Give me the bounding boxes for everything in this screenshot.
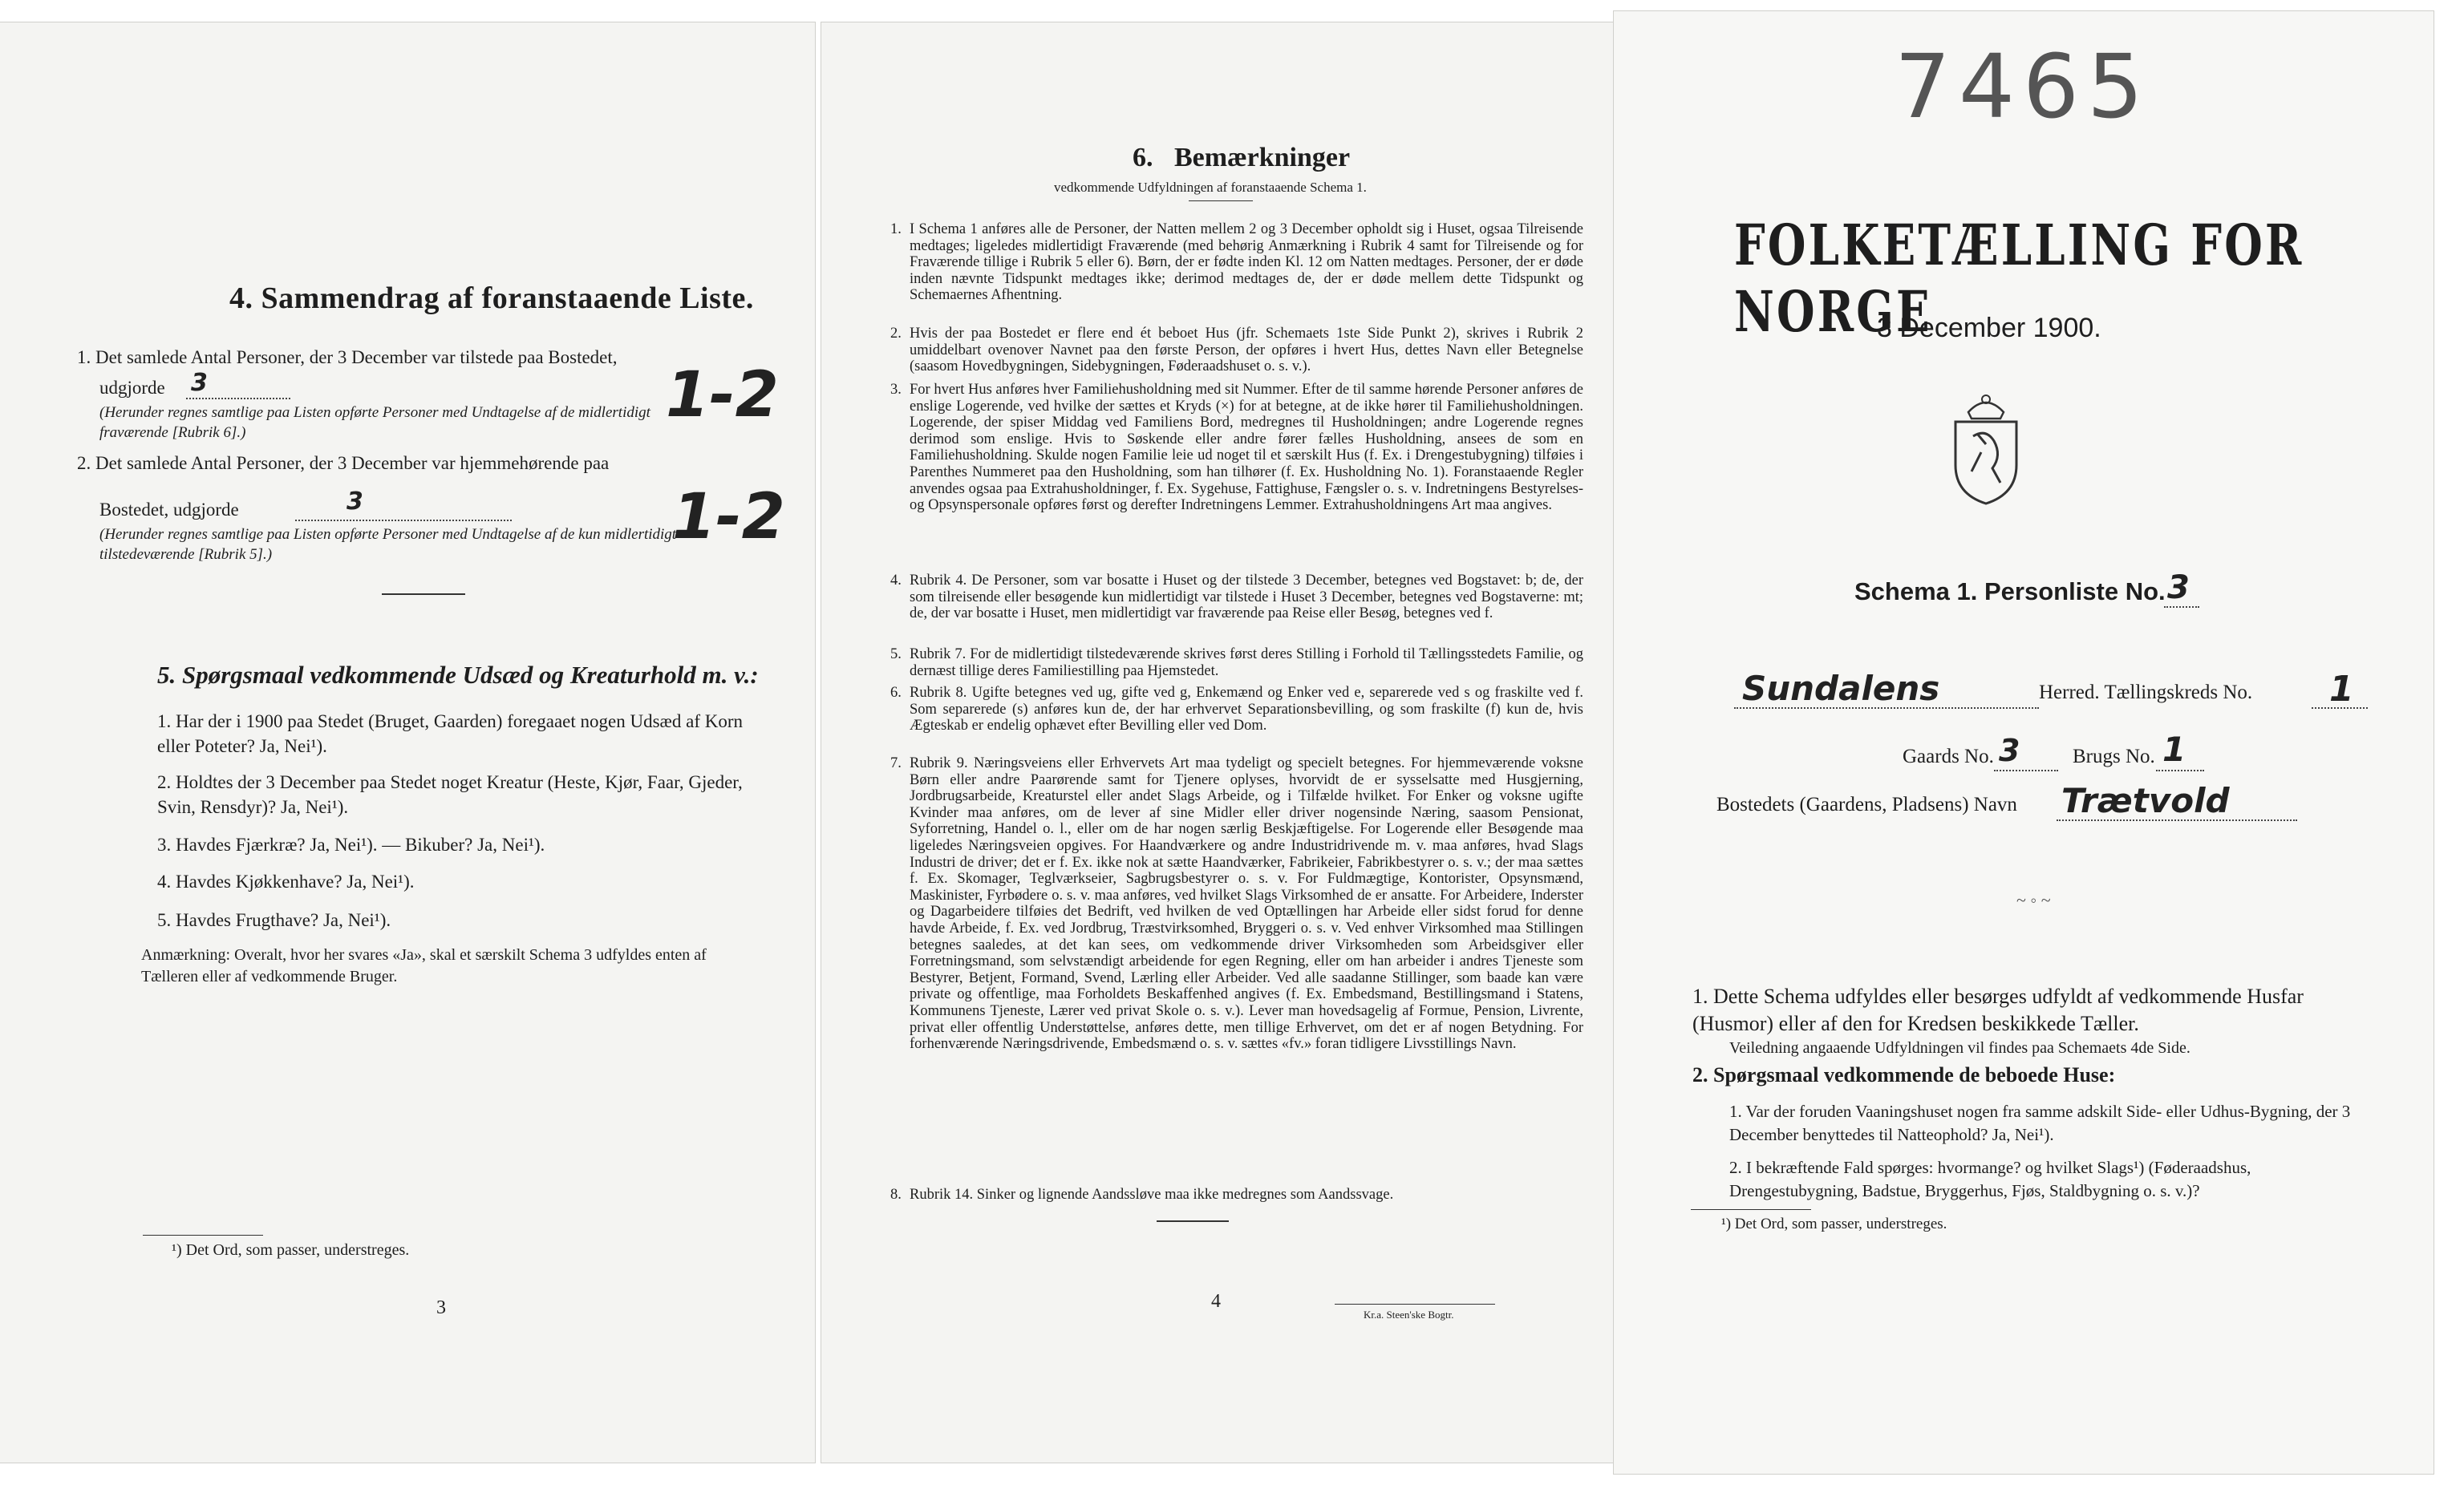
remark-number: 6. <box>890 685 902 701</box>
kreds-underline <box>2312 707 2368 709</box>
census-date: 3 December 1900. <box>1877 313 2101 343</box>
remark-number: 4. <box>890 573 902 589</box>
census-title: FOLKETÆLLING FOR NORGE <box>1734 212 2304 345</box>
page-number: 4 <box>1211 1291 1221 1312</box>
q1-label: udgjorde <box>99 378 165 398</box>
remarks-subheading: vedkommende Udfyldningen af foranstaaende Schema 1. <box>1054 180 1367 195</box>
instruction-2-q1: 1. Var der foruden Vaaningshuset nogen fra samme adskilt Side- eller Udhus-Bygning, der 3 December benyttedes til Natteophold? Ja, Nei¹). <box>1729 1102 2351 1144</box>
q2-line1: 2. Det samlede Antal Personer, der 3 December var hjemmehørende paa <box>77 453 610 473</box>
remark-text: Rubrik 9. Næringsveiens eller Erhvervets Art maa tydeligt og specielt betegnes. For hjemmeværende voksne Børn eller andre Paarørende samt for Tjenere oplyses, hvorvidt de er sysselsatte med Husgjerning, Jordbrugsarbeide, Kreaturstel eller andet Slags Arbeide, og i Tilfælde hvilket. For Enker og voksne ugifte Kvinder maa anføres, om de lever af sine Midler eller driver nogensinde Næring, saasom Pensionat, Syforretning, Handel o. l., eller om de har nogen særlig Beskjæftigelse. For Logerende eller Besøgende maa ligeledes Næringsveien opgives. For Haandværkere og andre Industridrivende m. v. maa anføres, hvad Slags Industri de driver; det er f. Ex. ikke nok at sætte Haandværker, Fabrikeier, Fabrikbestyrer o. s. v.; der maa sættes f. Ex. Skomager, Teglværkseier, Sagbrugsbestyrer o. s. v. For Fuldmægtige, Kontorister, Opsynsmænd, Maskinister, Fyrbødere o. s. v. maa anføres, ved hvilket Slags Virksomhed de er ansatte. For Arbeidere, Inderster og Dagarbeidere tilføies det Bedrift, ved hvilken de ved Optællingen har Arbeide eller sidst forud for denne havde Arbeide, f. Ex. ved Jordbrug, Træstvirksomhed, Bryggeri o. s. v. Ved enhver Virksomhed maa Stillingen betegnes saaledes, at det kan sees, om vedkommende driver Virksomheden som Arbeidsgiver eller Forretningsmand, som selvstændigt arbeidende for egen Regning, eller om han arbeider i andres Tjeneste som Bestyrer, Betjent, Formand, Svend, Lærling eller Arbeider. Ved alle saadanne Stillinger, som baade kan være private og offentlige, maa Forholdets Beskaffenhed angives (f. Ex. Embedsmand, Bestillingsmand i Statens, Kommunens Tjeneste, Lærer ved privat Skole o. s. v.). Lever man hovedsagelig af Formue, Pension, Livrente, privat eller offentlig Understøttelse, anføres dette, men tillige Erhvervet, om det er af nogen Betydning. For forhenværende Næringsdrivende, Embedsmænd o. s. v. sættes «fv.» foran tidligere Livsstillings Navn. <box>910 755 1583 1053</box>
bosted-name: Trætvold <box>2061 781 2230 820</box>
archive-number: 7465 <box>1895 35 2151 138</box>
footnote-rule <box>143 1235 263 1236</box>
remarks-heading-number: 6. <box>1133 143 1153 172</box>
norway-coat-of-arms-icon <box>1944 388 2028 507</box>
page-4-middle <box>821 22 1623 1463</box>
bosted-label: Bostedets (Gaardens, Pladsens) Navn <box>1716 794 2017 815</box>
s5-q4: 4. Havdes Kjøkkenhave? Ja, Nei¹). <box>157 872 415 892</box>
instruction-1-sub: Veiledning angaaende Udfyldningen vil findes paa Schemaets 4de Side. <box>1729 1039 2190 1057</box>
summary-title: 4. Sammendrag af foranstaaende Liste. <box>229 281 754 315</box>
printer-rule <box>1335 1304 1495 1305</box>
divider <box>1157 1220 1229 1222</box>
q2-handwritten: 1-2 <box>672 481 785 553</box>
remark-number: 7. <box>890 755 902 771</box>
remark: Anmærkning: Overalt, hvor her svares «Ja», skal et særskilt Schema 3 udfyldes enten af Tælleren eller af vedkommende Bruger. <box>141 946 707 985</box>
brugs-label: Brugs No. <box>2073 746 2155 767</box>
remark-text: Rubrik 8. Ugifte betegnes ved ug, gifte ved g, Enkemænd og Enker ved e, separerede ved s og fraskilte ved f. Som separerede (s) anføres kun de, der har erhvervet Separationsbevilling, og som fraskilte (f) kun de, hvis Ægteskab er endelig ophævet efter Bevilling eller ved Dom. <box>910 685 1583 734</box>
schema-label: Schema 1. Personliste No. <box>1854 577 2166 605</box>
herred-label: Herred. Tællingskreds No. <box>2039 682 2253 703</box>
subheading-rule <box>1189 200 1253 201</box>
personliste-number: 3 <box>2167 569 2190 606</box>
gaards-number: 3 <box>1999 733 2020 768</box>
brugs-underline <box>2156 770 2204 771</box>
kreds-number: 1 <box>2329 669 2354 710</box>
q2-label: Bostedet, udgjorde <box>99 500 239 520</box>
instruction-1: 1. Dette Schema udfyldes eller besørges udfyldt af vedkommende Husfar (Husmor) eller af den for Kredsen beskikkede Tæller. <box>1692 985 2304 1035</box>
remark-text: Rubrik 14. Sinker og lignende Aandssløve maa ikke medregnes som Aandssvage. <box>910 1187 1394 1203</box>
q2-underline <box>295 520 512 521</box>
footnote: ¹) Det Ord, som passer, understreges. <box>172 1241 410 1259</box>
remark-text: For hvert Hus anføres hver Familiehusholdning med sit Nummer. Efter de til samme hørende Personer anføres de enslige Logerende, ved hvilke der sættes et Kryds (×) for at betegne, at de ikke hører til Familiehusholdningen. Logerende, der spiser Middag ved Familiens Bord, medregnes til Husholdningen; andre Logerende regnes derimod som enslige. Hvis to Søskende eller andre fører fælles Husholdning, ansees de som en Familiehusholdning. Skulde nogen Familie leie ud noget til et særskilt Hus (f. Ex. i Drengestubygning) tilføies i Parenthes Nummeret paa den Husholdning, som han tilhører (f. Ex. Husholdning No. 1). Foranstaaende Regler anvendes ogsaa paa Extrahusholdninger, f. Ex. Sygehuse, Fattighuse, Fængsler o. s. v. Indretningens Bestyrelses- og Opsynspersonale opføres først og derefter Indretningens Lemmer. Extrahusholdningens Art maa angives. <box>910 382 1584 514</box>
s5-q2: 2. Holdtes der 3 December paa Stedet noget Kreatur (Heste, Kjør, Faar, Gjeder, Svin, Rensdyr)? Ja, Nei¹). <box>157 772 743 817</box>
remark-text: Hvis der paa Bostedet er flere end ét beboet Hus (jfr. Schemaets 1ste Side Punkt 2), skrives i Rubrik 2 umiddelbart ovenover Navnet paa den første Person, der opføres i hvert Hus, dettes Navn eller Betegnelse (saasom Hovedbygningen, Sidebygningen, Føderaadshuset o. s. v.). <box>910 326 1583 375</box>
s5-q3: 3. Havdes Fjærkræ? Ja, Nei¹). — Bikuber? Ja, Nei¹). <box>157 835 545 855</box>
gaards-label: Gaards No. <box>1903 746 1994 767</box>
remark-number: 2. <box>890 326 902 342</box>
ornament: ~ ◦ ~ <box>2016 890 2051 910</box>
q1-underline <box>186 398 290 399</box>
q1-line1: 1. Det samlede Antal Personer, der 3 December var tilstede paa Bostedet, <box>77 347 618 367</box>
remark-text: Rubrik 4. De Personer, som var bosatte i Huset og der tilstede 3 December, betegnes ved Bogstavet: b; de, der som tilreisende eller besøgende kun midlertidigt var tilstede i Huset 3 December, betegnes ved Bogstaverne: mt; de, der var bosatte i Huset, men midlertidigt var fraværende paa Reise eller Besøg, betegnes ved f. <box>910 573 1583 622</box>
remark-number: 5. <box>890 646 902 662</box>
page-number: 3 <box>436 1297 446 1318</box>
instruction-2-q2: 2. I bekræftende Fald spørges: hvormange? og hvilket Slags¹) (Føderaadshus, Drengestubygning, Badstue, Bryggerhus, Fjøs, Staldbygning o. s. v.)? <box>1729 1158 2251 1200</box>
gaards-underline <box>1994 770 2058 771</box>
page-3-left <box>0 22 815 1463</box>
s5-q5: 5. Havdes Frugthave? Ja, Nei¹). <box>157 910 391 930</box>
bosted-underline <box>2057 819 2297 821</box>
q2-value: 3 <box>346 488 363 516</box>
page-1-cover <box>1614 11 2434 1474</box>
s5-q1: 1. Har der i 1900 paa Stedet (Bruget, Gaarden) foregaaet nogen Udsæd af Korn eller Poteter? Ja, Nei¹). <box>157 711 743 756</box>
remark-number: 1. <box>890 221 902 237</box>
footnote-rule <box>1691 1209 1811 1210</box>
footnote: ¹) Det Ord, som passer, understreges. <box>1721 1216 1947 1232</box>
remark-text: I Schema 1 anføres alle de Personer, der Natten mellem 2 og 3 December opholdt sig i Huset, ogsaa Tilreisende medtages; ligeledes midlertidigt Fraværende (med behørig Anmærkning i Rubrik 4 samt for Tilreisende og for Fraværende tillige i Rubrik 5 eller 6). Børn, der er fødte inden Kl. 12 om Natten medtages. Personer, der er døde inden nævnte Tidspunkt medtages ikke; derimod medtages de, der er døde mellem dette Tidspunkt og Schemaernes Afhentning. <box>910 221 1583 304</box>
herred-underline <box>1734 707 2039 709</box>
remark-text: Rubrik 7. For de midlertidigt tilstedeværende skrives først deres Stilling i Forhold til Tællingsstedets Familie, og dernæst tillige deres Familiestilling paa Hjemstedet. <box>910 646 1583 679</box>
q1-handwritten: 1-2 <box>666 359 779 431</box>
q1-value: 3 <box>191 369 208 397</box>
q1-note: (Herunder regnes samtlige paa Listen opførte Personer med Undtagelse af de midlertidigt fraværende [Rubrik 6].) <box>99 404 650 441</box>
personliste-underline <box>2164 606 2199 608</box>
remark-number: 3. <box>890 382 902 398</box>
instruction-2: 2. Spørgsmaal vedkommende de beboede Huse: <box>1692 1063 2116 1086</box>
remark-number: 8. <box>890 1187 902 1203</box>
section5-title: 5. Spørgsmaal vedkommende Udsæd og Kreaturhold m. v.: <box>157 661 759 689</box>
herred-value: Sundalens <box>1742 669 1940 708</box>
q2-note: (Herunder regnes samtlige paa Listen opførte Personer med Undtagelse af de kun midlertidigt tilstedeværende [Rubrik 5].) <box>99 526 677 563</box>
printer-mark: Kr.a. Steen'ske Bogtr. <box>1364 1309 1454 1321</box>
divider <box>382 593 465 595</box>
remarks-heading: Bemærkninger <box>1174 143 1351 172</box>
brugs-number: 1 <box>2162 730 2186 769</box>
